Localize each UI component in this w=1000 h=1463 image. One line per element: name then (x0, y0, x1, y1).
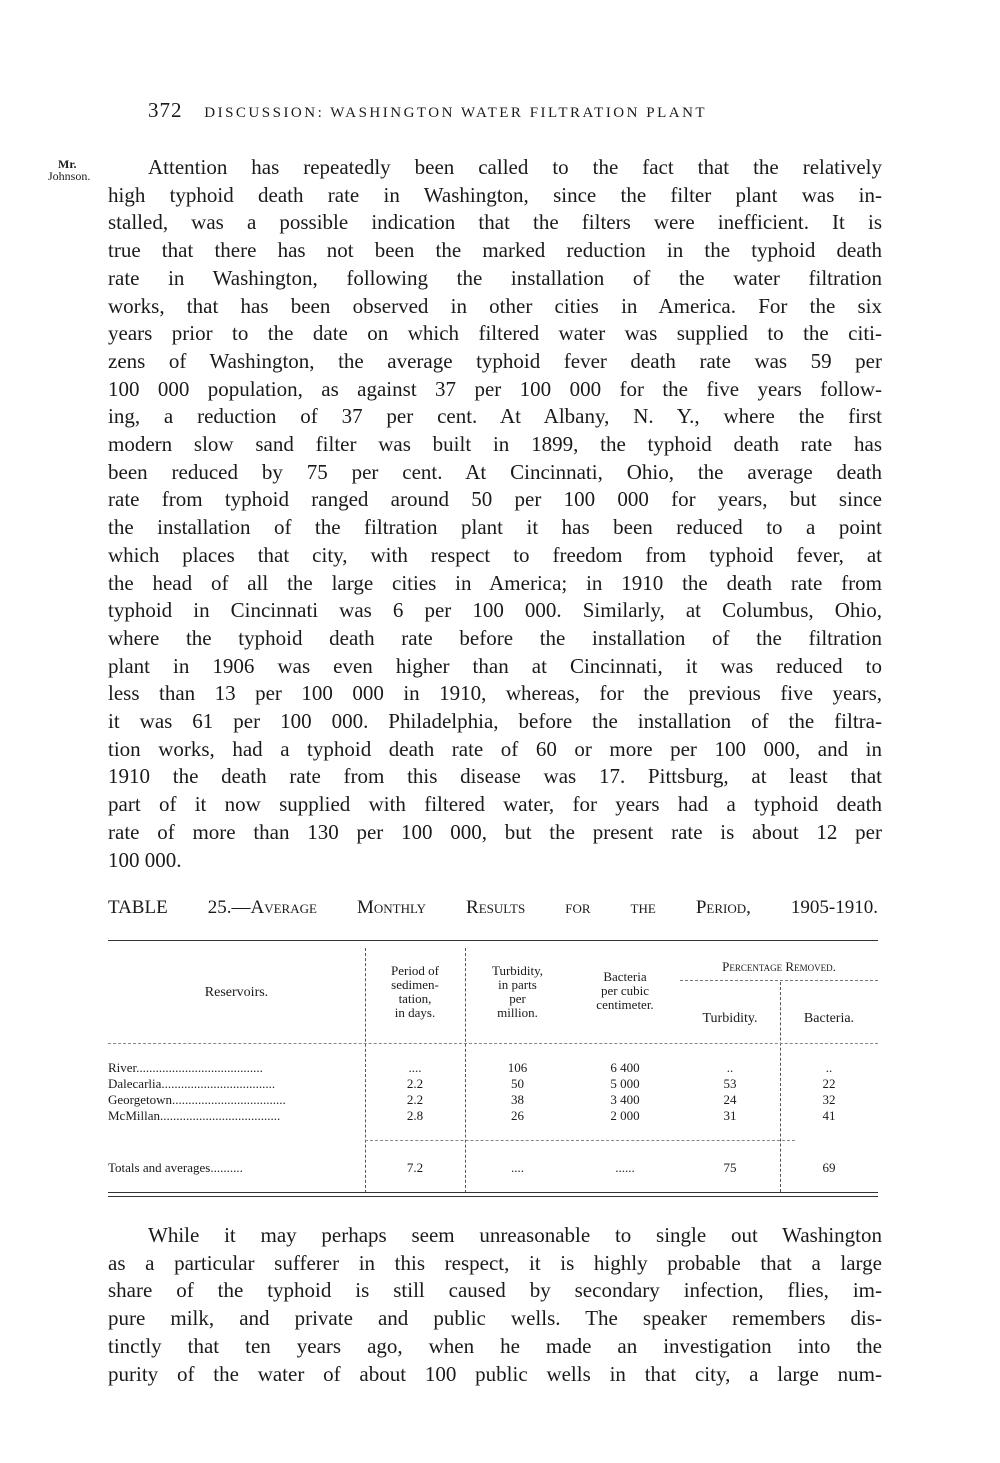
text-line: which places that city, with respect to freedom from typhoid fever, at (108, 542, 882, 567)
reservoir-name: McMillan..................................... (108, 1108, 281, 1123)
cell-pct-turbidity: 24 (723, 1092, 737, 1107)
header-line: Bacteria (603, 969, 647, 984)
cell-turbidity: 50 (511, 1076, 524, 1091)
subheader-rule (680, 980, 878, 981)
margin-note-line: Johnson. (48, 169, 91, 183)
text-line: plant in 1906 was even higher than at Cincinnati, it was reduced to (108, 653, 882, 678)
cell-bacteria: 5 000 (610, 1076, 640, 1091)
text-line: 100 000 population, as against 37 per 100 000 for the five years follow- (108, 376, 882, 401)
cell-turbidity: 106 (507, 1060, 528, 1075)
header-line: sedimen- (391, 977, 439, 992)
text-line: part of it now supplied with filtered water, for years had a typhoid death (108, 792, 882, 817)
cell-bacteria: 6 400 (610, 1060, 640, 1075)
cell-bacteria: ...... (615, 1160, 635, 1175)
text-line: stalled, was a possible indication that the filters were inefficient. It is (108, 210, 882, 235)
running-title: DISCUSSION: WASHINGTON WATER FILTRATION PLANT (204, 105, 708, 121)
data-table (108, 940, 878, 1200)
cell-turbidity: .... (511, 1160, 524, 1175)
header-period (365, 964, 465, 1020)
text-line: modern slow sand filter was built in 1899, the typhoid death rate has (108, 432, 882, 456)
header-line: Turbidity, (491, 963, 544, 978)
reservoir-name: Dalecarlia................................... (108, 1076, 276, 1091)
cell-pct-turbidity: .. (726, 1060, 734, 1075)
header-rule (108, 1043, 878, 1044)
margin-note-line: Mr. (58, 157, 77, 171)
text-line: zens of Washington, the average typhoid fever death rate was 59 per (108, 348, 882, 373)
cell-pct-bacteria: 41 (822, 1108, 836, 1123)
text-line: rate from typhoid ranged around 50 per 100 000 for years, but since (108, 487, 882, 512)
cell-period: .... (408, 1060, 422, 1075)
table-top-rule (108, 940, 878, 941)
text-line: tinctly that ten years ago, when he made an investigation into the (108, 1333, 882, 1358)
text-line: ing, a reduction of 37 per cent. At Albany, N. Y., where the first (108, 404, 882, 429)
text-line: share of the typhoid is still caused by secondary infection, flies, im- (108, 1278, 882, 1303)
header-turbidity (465, 964, 570, 1020)
text-line: pure milk, and private and public wells. The speaker remembers dis- (108, 1306, 882, 1331)
reservoir-name: River....................................... (108, 1060, 263, 1075)
cell-bacteria: 2 000 (610, 1108, 640, 1123)
header-line: million. (497, 1005, 538, 1020)
text-line: Attention has repeatedly been called to the fact that the relatively (148, 155, 882, 179)
text-line: high typhoid death rate in Washington, since the filter plant was in- (108, 182, 882, 207)
cell-turbidity: 26 (511, 1108, 524, 1123)
text-line: the installation of the filtration plant it has been reduced to a point (108, 515, 882, 540)
text-line: true that there has not been the marked reduction in the typhoid death (108, 238, 882, 263)
header-pct-bacteria: Bacteria. (803, 1011, 855, 1026)
cell-period: 2.2 (406, 1092, 424, 1107)
text-line: 1910 the death rate from this disease was 17. Pittsburg, at least that (108, 764, 882, 789)
text-line: 100 000. (108, 847, 182, 872)
header-line: per (509, 991, 526, 1006)
header-line: in days. (394, 1005, 436, 1020)
reservoir-name: Georgetown................................... (108, 1092, 286, 1107)
totals-rule (365, 1140, 795, 1141)
text-line: as a particular sufferer in this respect, it is highly probable that a large (108, 1250, 882, 1275)
reservoir-name: Totals and averages.......... (108, 1160, 243, 1175)
text-line: works, that has been observed in other cities in America. For the six (108, 293, 882, 318)
text-line: less than 13 per 100 000 in 1910, whereas, for the previous five years, (108, 681, 882, 706)
header-line: Period of (390, 963, 440, 978)
header-percentage-removed: Percentage Removed. (722, 959, 836, 974)
text-line: years prior to the date on which filtered water was supplied to the citi- (108, 321, 882, 346)
text-line: it was 61 per 100 000. Philadelphia, before the installation of the filtra- (108, 709, 882, 733)
header-bacteria (570, 970, 680, 1012)
text-line: typhoid in Cincinnati was 6 per 100 000. Similarly, at Columbus, Ohio, (108, 598, 882, 623)
cell-pct-turbidity: 31 (723, 1108, 737, 1123)
cell-pct-bacteria: 32 (822, 1092, 836, 1107)
header-pct-turbidity: Turbidity. (702, 1011, 758, 1026)
margin-note (48, 157, 91, 183)
text-line: where the typhoid death rate before the installation of the filtration (108, 625, 882, 650)
header-line: per cubic (600, 983, 649, 998)
text-line: the head of all the large cities in America; in 1910 the death rate from (108, 570, 882, 595)
text-line: purity of the water of about 100 public wells in that city, a large num- (108, 1361, 882, 1386)
cell-period: 2.2 (406, 1076, 424, 1091)
table-title (108, 897, 878, 919)
table-number: TABLE 25.— (108, 897, 251, 918)
cell-pct-turbidity: 53 (723, 1076, 737, 1091)
cell-period: 7.2 (406, 1160, 424, 1175)
cell-pct-bacteria: 69 (822, 1160, 836, 1175)
header-reservoirs: Reservoirs. (204, 985, 269, 1000)
cell-pct-turbidity: 75 (723, 1160, 737, 1175)
cell-period: 2.8 (406, 1108, 424, 1123)
cell-bacteria: 3 400 (610, 1092, 640, 1107)
text-line: been reduced by 75 per cent. At Cincinnati, Ohio, the average death (108, 459, 882, 484)
header-line: in parts (498, 977, 537, 992)
text-line: rate in Washington, following the installation of the water filtration (108, 265, 882, 290)
running-header (148, 98, 707, 123)
table-bottom-rule (108, 1196, 878, 1197)
text-line: While it may perhaps seem unreasonable to single out Washington (148, 1223, 882, 1247)
page-number: 372 (148, 98, 183, 122)
table-caption: Average Monthly Results for the Period, 1905-1910. (250, 897, 878, 918)
header-line: tation, (398, 991, 432, 1006)
cell-pct-bacteria: .. (825, 1060, 833, 1075)
table-bottom-rule (108, 1192, 878, 1193)
cell-turbidity: 38 (511, 1092, 524, 1107)
text-line: tion works, had a typhoid death rate of 60 or more per 100 000, and in (108, 736, 882, 761)
header-line: centimeter. (596, 997, 654, 1012)
text-line: rate of more than 130 per 100 000, but the present rate is about 12 per (108, 819, 882, 844)
cell-pct-bacteria: 22 (822, 1076, 836, 1091)
